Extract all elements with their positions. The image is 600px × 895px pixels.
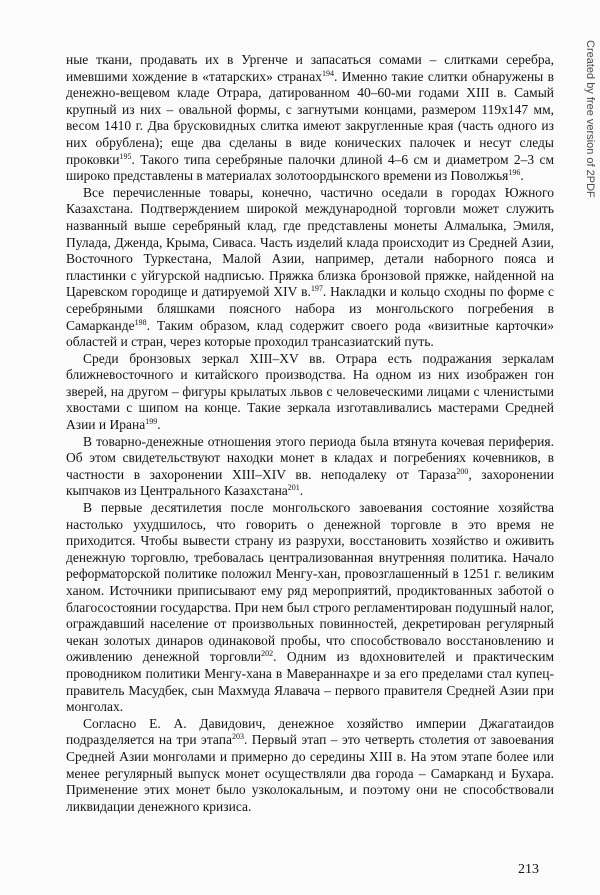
text-run: . Накладки и кольцо сходны по форме с серебряными бляшками поясного набора из монгольского погребения в Самарканде [66, 284, 554, 333]
text-run: В товарно-денежные отношения этого периода была втянута кочевая периферия. Об этом свидетельствуют находки монет в кладах и погребениях кочевников, в частности в захоронении XIII–XIV вв. неподалеку от Тараза [66, 433, 554, 482]
text-run: . [520, 168, 524, 184]
text-run: ные ткани, продавать их в Ургенче и запасаться сомами – слитками серебра, имевшими хождение в «татарских» странах [66, 52, 554, 84]
text-run: . Такого типа серебряные палочки длиной 4–6 см и диаметром 2–3 см широко представлены в материалах золотоордынского времени из Поволжья [66, 151, 554, 184]
text-run: . [157, 417, 161, 433]
watermark-text: Created by free version of 2PDF [584, 40, 596, 198]
footnote-ref: 201 [287, 483, 300, 493]
paragraph-3 [66, 351, 554, 434]
footnote-ref: 198 [134, 317, 147, 327]
footnote-ref: 200 [456, 466, 469, 476]
paragraph-5 [66, 500, 554, 716]
text-run: . Таким образом, клад содержит своего рода «визитные карточки» областей и стран, через которые проходил трансазиатский путь. [66, 317, 554, 350]
footnote-ref: 197 [310, 284, 323, 294]
footnote-ref: 196 [508, 168, 521, 178]
paragraph-6 [66, 716, 554, 816]
footnote-ref: 203 [231, 732, 244, 742]
body-text [66, 52, 554, 815]
paragraph-4 [66, 434, 554, 500]
text-run: . Первый этап – это четверть столетия от завоевания Средней Азии монголами и примерно до середины XIII в. На этом этапе более или менее регулярный выпуск монет осуществляли два города – Самарканд и Бухара. Применение этих монет было узколокальным, и поэтому они не способствовали ликвидации денежного кризиса. [66, 732, 554, 814]
text-run: , захоронении кыпчаков из Центрального Казахстана [66, 466, 555, 499]
text-run: Среди бронзовых зеркал XIII–XV вв. Отрара есть подражания зеркалам ближневосточного и китайского производства. На одном из них изображен гон зверей, на другом – фигуры крылатых львов с человеческими лицами с членистыми хвостами с шипом на конце. Такие зеркала изготавливались мастерами Средней Азии и Ирана [66, 350, 554, 433]
footnote-ref: 199 [145, 417, 158, 427]
footnote-ref: 202 [261, 649, 274, 659]
paragraph-1 [66, 52, 554, 185]
text-run: . [299, 483, 304, 499]
text-run: Все перечисленные товары, конечно, частично оседали в городах Южного Казахстана. Подтверждением широкой международной торговли может служить названный выше серебряный клад, где представлены монеты Алмалыка, Эмиля, Пулада, Дженда, Крыма, Сиваса. Часть изделий клада происходит из Средней Азии, Восточного Туркестана, Малой Азии, например, детали наборного пояса и пластинки с уйгурской надписью. Пряжка близка бронзовой пряжке, найденной на Царевском городище и датируемой XIV в. [66, 184, 554, 300]
text-run: Согласно Е. А. Давидович, денежное хозяйство империи Джагатаидов подразделяется на три этапа [66, 715, 554, 748]
footnote-ref: 195 [119, 151, 132, 161]
footnote-ref: 194 [322, 68, 334, 78]
text-run: . Именно такие слитки обнаружены в денежно-вещевом кладе Отрара, датированном 40–60-ми годами XIII в. Самый крупный из них – овальной формы, с загнутыми концами, размером 119х147 мм, весом 1410 г. Два брусковидных слитка имеют закругленные края (часть одного из них обрублена); еще два сделаны в виде конических палочек и несут следы проковки [66, 68, 555, 167]
text-run: В первые десятилетия после монгольского завоевания состояние хозяйства настолько ухудшилось, что говорить о денежной торговле в это время не приходится. Чтобы вывести страну из разрухи, восстановить хозяйство и оживить денежную торговлю, требовалась централизованная внутренняя политика. Начало реформаторской политике положил Менгу-хан, провозглашенный в 1251 г. великим ханом. Источники приписывают ему ряд мероприятий, продиктованных заботой о благосостоянии государства. При нем был строго регламентирован подушный налог, ограждавший население от произвольных повинностей, декретирован регулярный чекан золотых динаров одинаковой пробы, что способствовало восстановлению и оживлению денежной торговли [66, 500, 554, 665]
paragraph-2 [66, 185, 554, 351]
page-number: 213 [518, 862, 539, 877]
text-run: . Одним из вдохновителей и практическим проводником политики Менгу-хана в Мавераннахре и за его пределами стал купец-правитель Масудбек, сын Махмуда Ялавача – первого правителя Средней Азии при монголах. [66, 649, 554, 715]
